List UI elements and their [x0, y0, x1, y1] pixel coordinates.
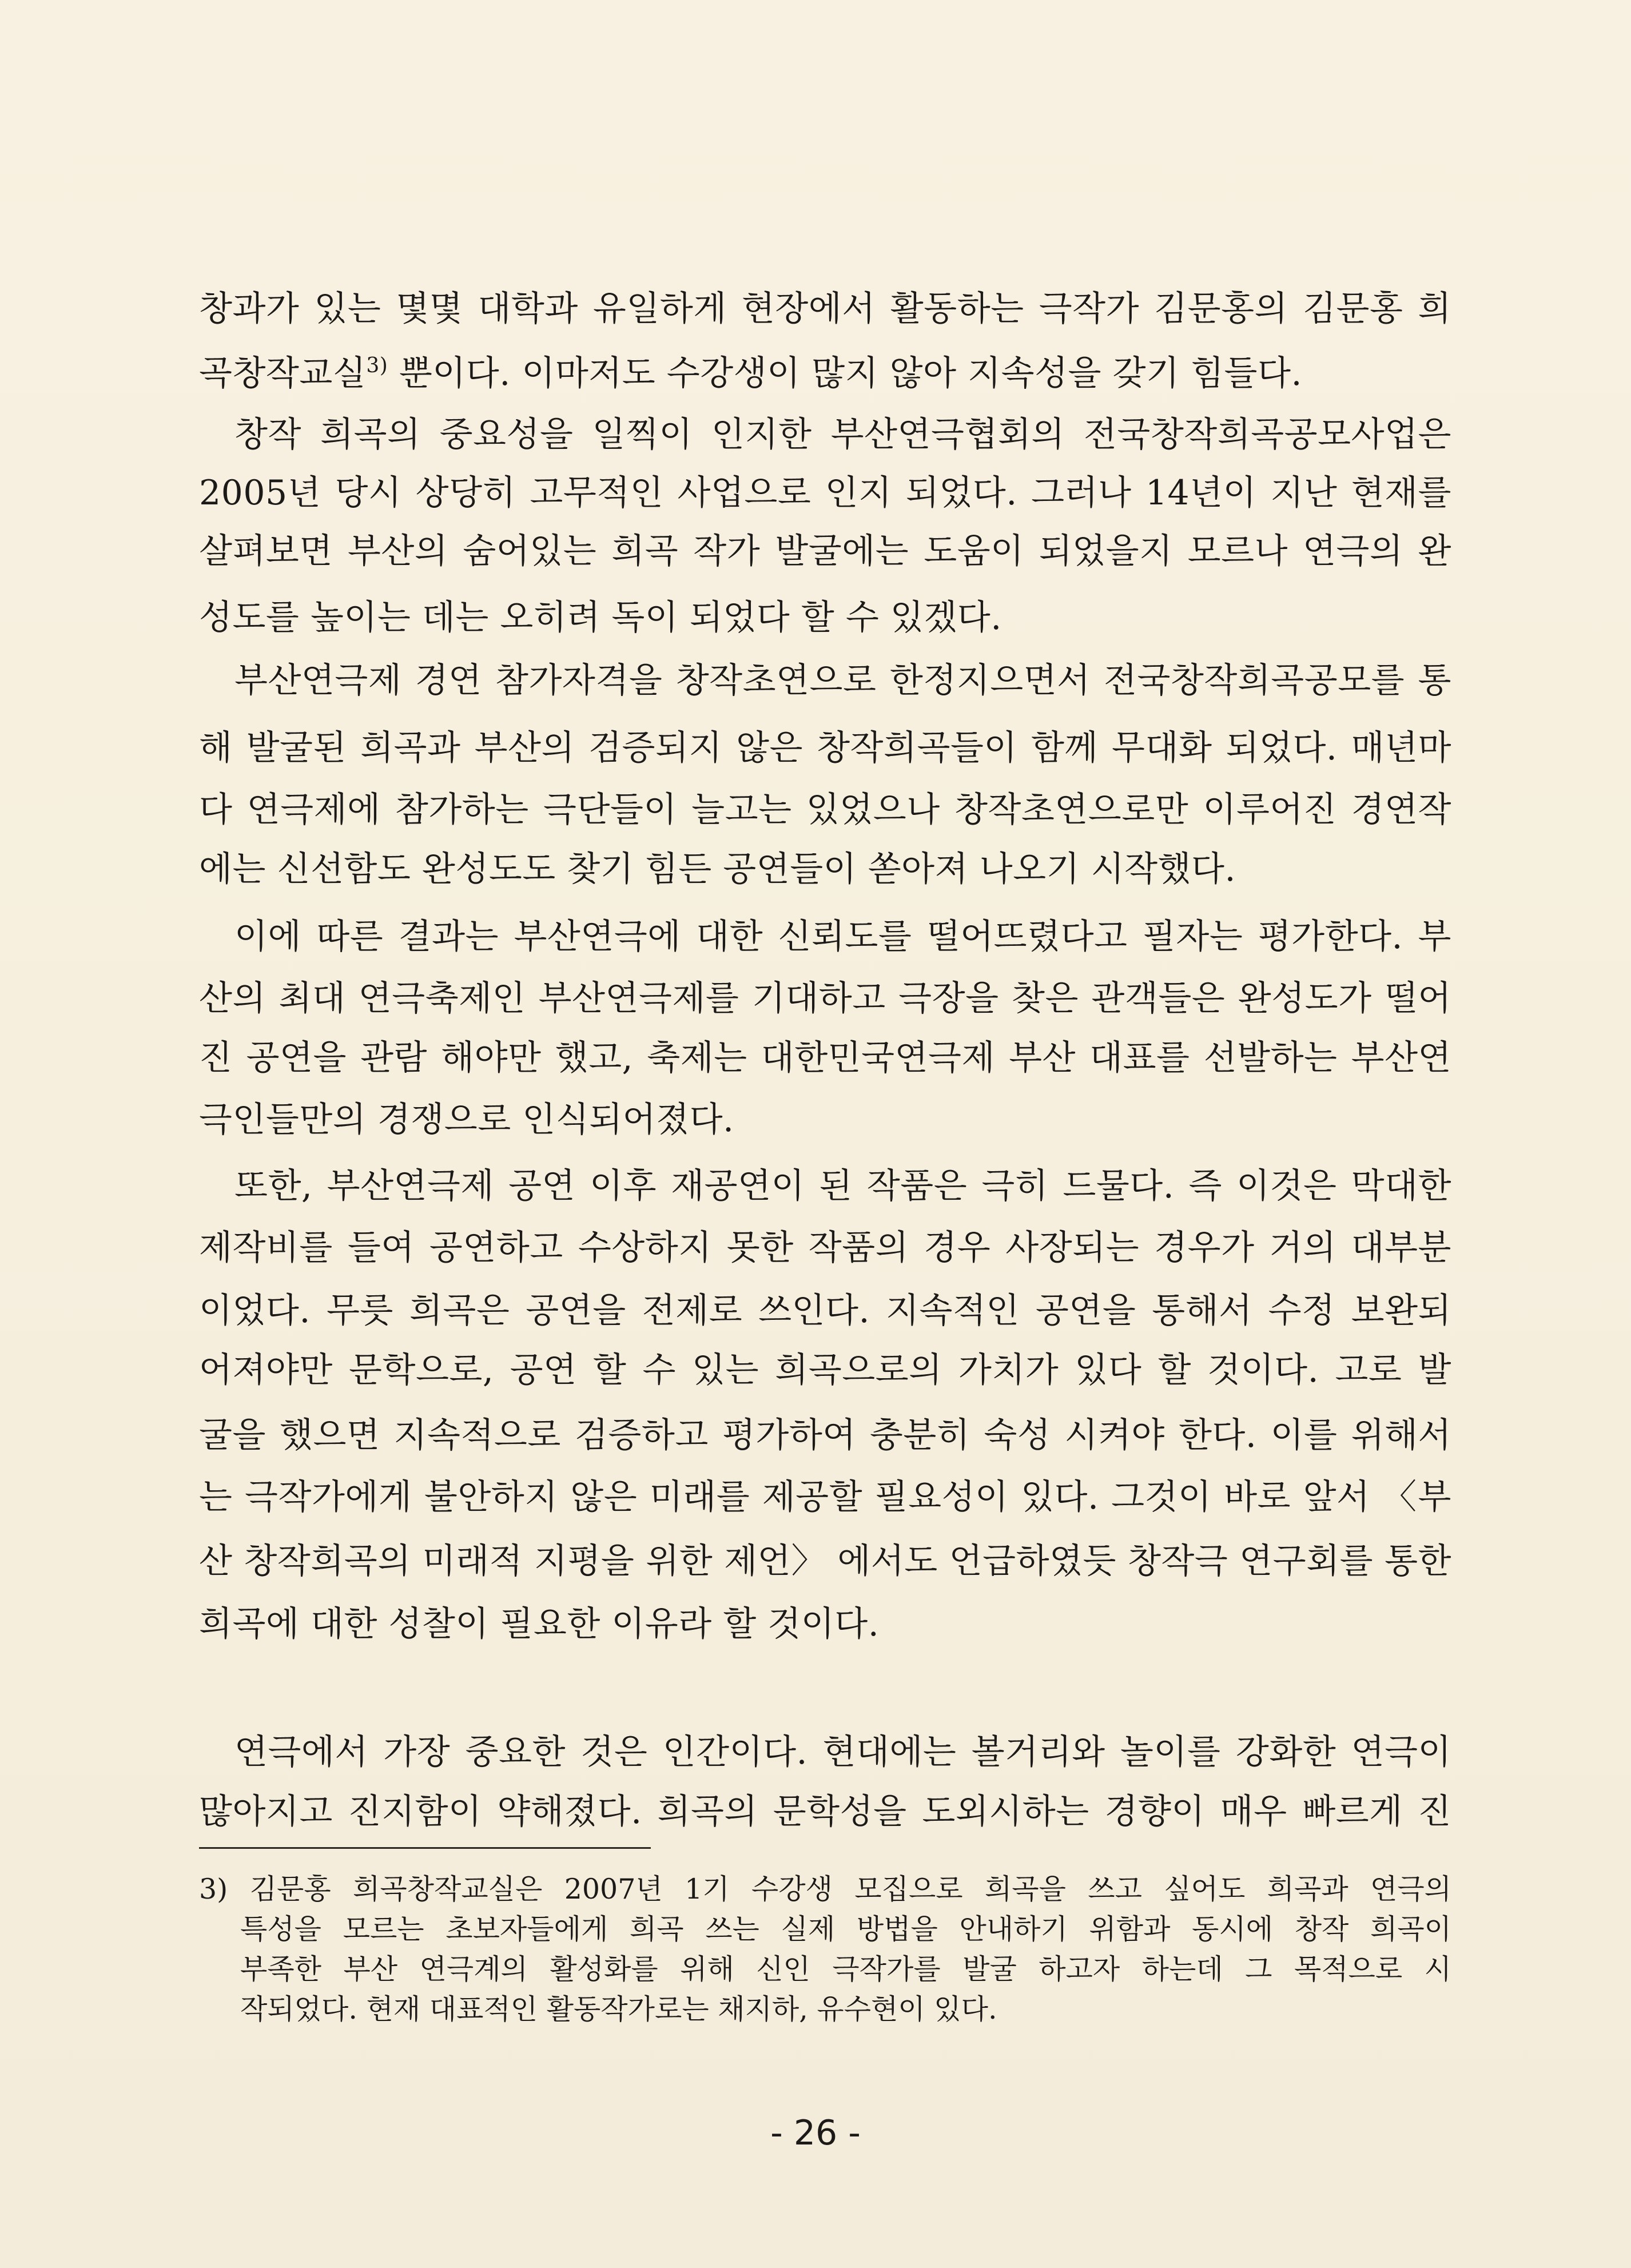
- paragraph-start-line: 연극에서 가장 중요한 것은 인간이다. 현대에는 볼거리와 놀이를 강화한 연극이: [234, 1732, 1451, 1772]
- body-line: 다 연극제에 참가하는 극단들이 늘고는 있었으나 창작초연으로만 이루어진 경연작: [199, 790, 1451, 830]
- body-line: 어져야만 문학으로, 공연 할 수 있는 희곡으로의 가치가 있다 할 것이다. 고로 발: [199, 1350, 1451, 1390]
- footnote-line: [199, 1870, 1451, 1909]
- body-line: 진 공연을 관람 해야만 했고, 축제는 대한민국연극제 부산 대표를 선발하는 부산연: [199, 1038, 1451, 1078]
- page-number: - 26 -: [770, 2113, 861, 2153]
- body-line: 는 극작가에게 불안하지 않은 미래를 제공할 필요성이 있다. 그것이 바로 앞서 〈부: [199, 1477, 1451, 1517]
- footnote-line: 특성을 모르는 초보자들에게 희곡 쓰는 실제 방법을 안내하기 위함과 동시에 창작 희곡이: [240, 1913, 1451, 1945]
- body-line: 살펴보면 부산의 숨어있는 희곡 작가 발굴에는 도움이 되었을지 모르나 연극의 완: [199, 531, 1451, 571]
- body-line: 많아지고 진지함이 약해졌다. 희곡의 문학성을 도외시하는 경향이 매우 빠르게 진: [199, 1792, 1451, 1832]
- paragraph-start-line: 또한, 부산연극제 공연 이후 재공연이 된 작품은 극히 드물다. 즉 이것은 막대한: [234, 1166, 1451, 1206]
- footnote-reference[interactable]: 3): [366, 354, 388, 377]
- paragraph-start-line: 부산연극제 경연 참가자격을 창작초연으로 한정지으면서 전국창작희곡공모를 통: [234, 660, 1451, 701]
- footnote-text: 김문홍 희곡창작교실은 2007년 1기 수강생 모집으로 희곡을 쓰고 싶어도 희곡과 연극의: [249, 1873, 1451, 1905]
- footnote-line: 부족한 부산 연극계의 활성화를 위해 신인 극작가를 발굴 하고자 하는데 그 목적으로 시: [240, 1953, 1451, 1986]
- body-line: 산의 최대 연극축제인 부산연극제를 기대하고 극장을 찾은 관객들은 완성도가 떨어: [199, 978, 1451, 1018]
- body-line: 해 발굴된 희곡과 부산의 검증되지 않은 창작희곡들이 함께 무대화 되었다. 매년마: [199, 728, 1451, 768]
- footnote-marker: 3): [199, 1873, 228, 1905]
- body-line: 2005년 당시 상당히 고무적인 사업으로 인지 되었다. 그러나 14년이 지난 현재를: [199, 473, 1451, 513]
- body-line: 산 창작희곡의 미래적 지평을 위한 제언〉 에서도 언급하였듯 창작극 연구회를 통한: [199, 1541, 1451, 1581]
- body-line: 제작비를 들여 공연하고 수상하지 못한 작품의 경우 사장되는 경우가 거의 대부분: [199, 1228, 1451, 1268]
- footnote-line: 작되었다. 현재 대표적인 활동작가로는 채지하, 유수현이 있다.: [240, 1993, 997, 2026]
- body-line: 에는 신선함도 완성도도 찾기 힘든 공연들이 쏟아져 나오기 시작했다.: [199, 849, 1236, 889]
- body-line: 성도를 높이는 데는 오히려 독이 되었다 할 수 있겠다.: [199, 598, 1002, 638]
- body-line: 굴을 했으면 지속적으로 검증하고 평가하여 충분히 숙성 시켜야 한다. 이를 위해서: [199, 1415, 1451, 1455]
- footnote-divider: [199, 1847, 651, 1849]
- paragraph-start-line: 창작 희곡의 중요성을 일찍이 인지한 부산연극협회의 전국창작희곡공모사업은: [234, 415, 1451, 455]
- body-line-prefix: 곡창작교실: [199, 353, 367, 389]
- body-line-with-footnote-ref: [199, 343, 1451, 389]
- body-line: 극인들만의 경쟁으로 인식되어졌다.: [199, 1100, 734, 1140]
- body-line-rest: 뿐이다. 이마저도 수강생이 많지 않아 지속성을 갖기 힘들다.: [399, 353, 1303, 389]
- body-line: 창과가 있는 몇몇 대학과 유일하게 현장에서 활동하는 극작가 김문홍의 김문홍 희: [199, 289, 1451, 329]
- paragraph-start-line: 이에 따른 결과는 부산연극에 대한 신뢰도를 떨어뜨렸다고 필자는 평가한다. 부: [234, 917, 1451, 957]
- body-line: 희곡에 대한 성찰이 필요한 이유라 할 것이다.: [199, 1604, 880, 1644]
- body-line: 이었다. 무릇 희곡은 공연을 전제로 쓰인다. 지속적인 공연을 통해서 수정 보완되: [199, 1291, 1451, 1331]
